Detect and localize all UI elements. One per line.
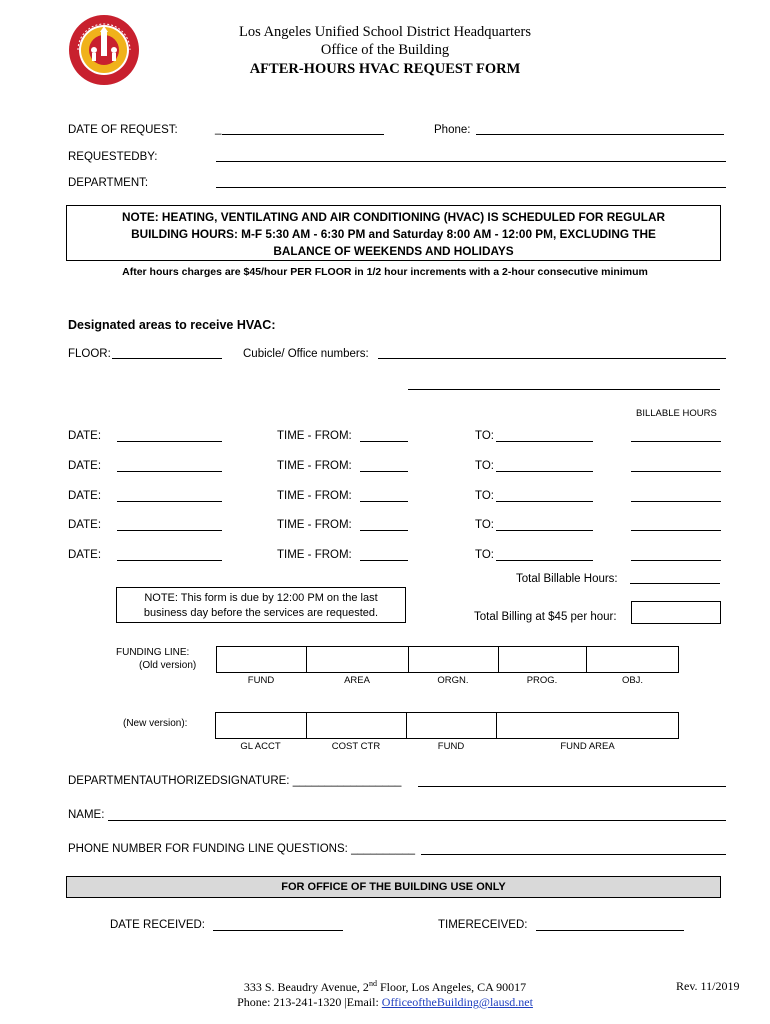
old-col-prog: PROG. — [526, 675, 558, 686]
due-note-box — [116, 587, 406, 623]
schedule-date-label: DATE: — [68, 519, 102, 531]
department-label: DEPARTMENT: — [68, 177, 149, 189]
date-received-label: DATE RECEIVED: — [110, 919, 205, 931]
old-col-fund: FUND — [247, 675, 275, 686]
footer-revision: Rev. 11/2019 — [676, 979, 740, 993]
charges-note: After hours charges are $45/hour PER FLOOR in 1/2 hour increments with a 2-hour consecutive minimum — [122, 266, 648, 278]
phone-questions-label — [68, 843, 415, 855]
schedule-time-from-field[interactable] — [360, 441, 408, 442]
new-version-label: (New version): — [123, 718, 188, 729]
footer-address-sup: nd — [368, 979, 377, 988]
name-field[interactable] — [108, 820, 726, 821]
schedule-time-from-field[interactable] — [360, 530, 408, 531]
authorized-signature-field[interactable] — [418, 786, 726, 787]
schedule-to-label: TO: — [475, 430, 494, 442]
total-billable-hours-field[interactable] — [630, 583, 720, 584]
department-field[interactable] — [216, 187, 726, 188]
note-line-2: BUILDING HOURS: M-F 5:30 AM - 6:30 PM and Saturday 8:00 AM - 12:00 PM, EXCLUDING THE — [131, 227, 656, 241]
schedule-billable-hours-field[interactable] — [631, 501, 721, 502]
areas-heading: Designated areas to receive HVAC: — [68, 318, 276, 332]
schedule-time-from-label: TIME - FROM: — [277, 460, 352, 472]
total-billing-box[interactable] — [631, 601, 721, 624]
phone-label: Phone: — [434, 124, 471, 136]
cubicle-field-2[interactable] — [408, 389, 720, 390]
schedule-to-field[interactable] — [496, 441, 593, 442]
footer-contact — [0, 995, 770, 1010]
schedule-date-label: DATE: — [68, 490, 102, 502]
new-col-fund-area: FUND AREA — [560, 741, 615, 752]
old-funding-grid — [216, 646, 679, 673]
time-received-field[interactable] — [536, 930, 684, 931]
due-note-line-1: NOTE: This form is due by 12:00 PM on the last — [144, 592, 378, 604]
authorized-signature-text: DEPARTMENTAUTHORIZEDSIGNATURE: — [68, 775, 290, 787]
schedule-time-from-label: TIME - FROM: — [277, 519, 352, 531]
date-of-request-field[interactable] — [222, 134, 384, 135]
name-label: NAME: — [68, 809, 105, 821]
schedule-to-field[interactable] — [496, 471, 593, 472]
schedule-date-field[interactable] — [117, 441, 222, 442]
new-col-cost-ctr: COST CTR — [331, 741, 381, 752]
schedule-billable-hours-field[interactable] — [631, 560, 721, 561]
note-line-1: NOTE: HEATING, VENTILATING AND AIR CONDITIONING (HVAC) IS SCHEDULED FOR REGULAR — [121, 210, 666, 224]
footer-address — [0, 979, 770, 995]
schedule-time-from-field[interactable] — [360, 471, 408, 472]
schedule-to-label: TO: — [475, 519, 494, 531]
old-col-obj: OBJ. — [621, 675, 644, 686]
schedule-billable-hours-field[interactable] — [631, 471, 721, 472]
schedule-billable-hours-field[interactable] — [631, 530, 721, 531]
cubicle-field[interactable] — [378, 358, 726, 359]
new-funding-grid — [215, 712, 679, 739]
requested-by-field[interactable] — [216, 161, 726, 162]
schedule-time-from-label: TIME - FROM: — [277, 549, 352, 561]
schedule-time-from-label: TIME - FROM: — [277, 490, 352, 502]
old-col-area: AREA — [344, 675, 370, 686]
footer-email-link[interactable]: OfficeoftheBuilding@lausd.net — [381, 995, 533, 1009]
schedule-date-field[interactable] — [117, 530, 222, 531]
schedule-date-field[interactable] — [117, 560, 222, 561]
schedule-to-label: TO: — [475, 460, 494, 472]
date-of-request-label: DATE OF REQUEST: — [68, 124, 178, 136]
phone-questions-text: PHONE NUMBER FOR FUNDING LINE QUESTIONS: — [68, 843, 348, 855]
old-col-orgn: ORGN. — [437, 675, 469, 686]
floor-field[interactable] — [112, 358, 222, 359]
phone-field[interactable] — [476, 134, 724, 135]
form-title: AFTER-HOURS HVAC REQUEST FORM — [249, 61, 521, 77]
org-title: Los Angeles Unified School District Headquarters — [239, 24, 531, 40]
office-title: Office of the Building — [320, 42, 450, 58]
funding-line-label: FUNDING LINE: — [116, 647, 190, 658]
schedule-time-from-label: TIME - FROM: — [277, 430, 352, 442]
time-received-label: TIMERECEIVED: — [438, 919, 528, 931]
total-billable-hours-label: Total Billable Hours: — [516, 573, 618, 585]
schedule-to-field[interactable] — [496, 560, 593, 561]
office-use-banner: FOR OFFICE OF THE BUILDING USE ONLY — [66, 876, 721, 898]
schedule-to-label: TO: — [475, 549, 494, 561]
new-col-fund: FUND — [437, 741, 465, 752]
phone-questions-field[interactable] — [421, 854, 726, 855]
authorized-signature-fill: _________________ — [292, 775, 402, 787]
schedule-time-from-field[interactable] — [360, 560, 408, 561]
cubicle-label: Cubicle/ Office numbers: — [243, 348, 369, 360]
schedule-to-label: TO: — [475, 490, 494, 502]
authorized-signature-label — [68, 775, 401, 787]
schedule-date-label: DATE: — [68, 460, 102, 472]
schedule-date-label: DATE: — [68, 430, 102, 442]
billable-hours-header: BILLABLE HOURS — [636, 408, 717, 419]
schedule-date-field[interactable] — [117, 501, 222, 502]
footer-phone: Phone: 213-241-1320 |Email: — [237, 995, 382, 1009]
due-note-line-2: business day before the services are requested. — [143, 607, 379, 619]
schedule-billable-hours-field[interactable] — [631, 441, 721, 442]
footer-address-post: Floor, Los Angeles, CA 90017 — [376, 980, 527, 994]
hvac-schedule-note — [66, 205, 721, 261]
new-col-gl-acct: GL ACCT — [240, 741, 281, 752]
footer-address-pre: 333 S. Beaudry Avenue, 2 — [243, 980, 369, 994]
floor-label: FLOOR: — [68, 348, 111, 360]
schedule-date-field[interactable] — [117, 471, 222, 472]
schedule-date-label: DATE: — [68, 549, 102, 561]
schedule-time-from-field[interactable] — [360, 501, 408, 502]
phone-questions-fill: __________ — [351, 843, 416, 855]
date-of-request-prefix: _ — [215, 123, 222, 135]
date-received-field[interactable] — [213, 930, 343, 931]
note-line-3: BALANCE OF WEEKENDS AND HOLIDAYS — [273, 244, 514, 258]
schedule-to-field[interactable] — [496, 501, 593, 502]
schedule-to-field[interactable] — [496, 530, 593, 531]
old-version-label: (Old version) — [139, 660, 197, 671]
total-billing-label: Total Billing at $45 per hour: — [474, 611, 617, 623]
requested-by-label: REQUESTEDBY: — [68, 151, 158, 163]
